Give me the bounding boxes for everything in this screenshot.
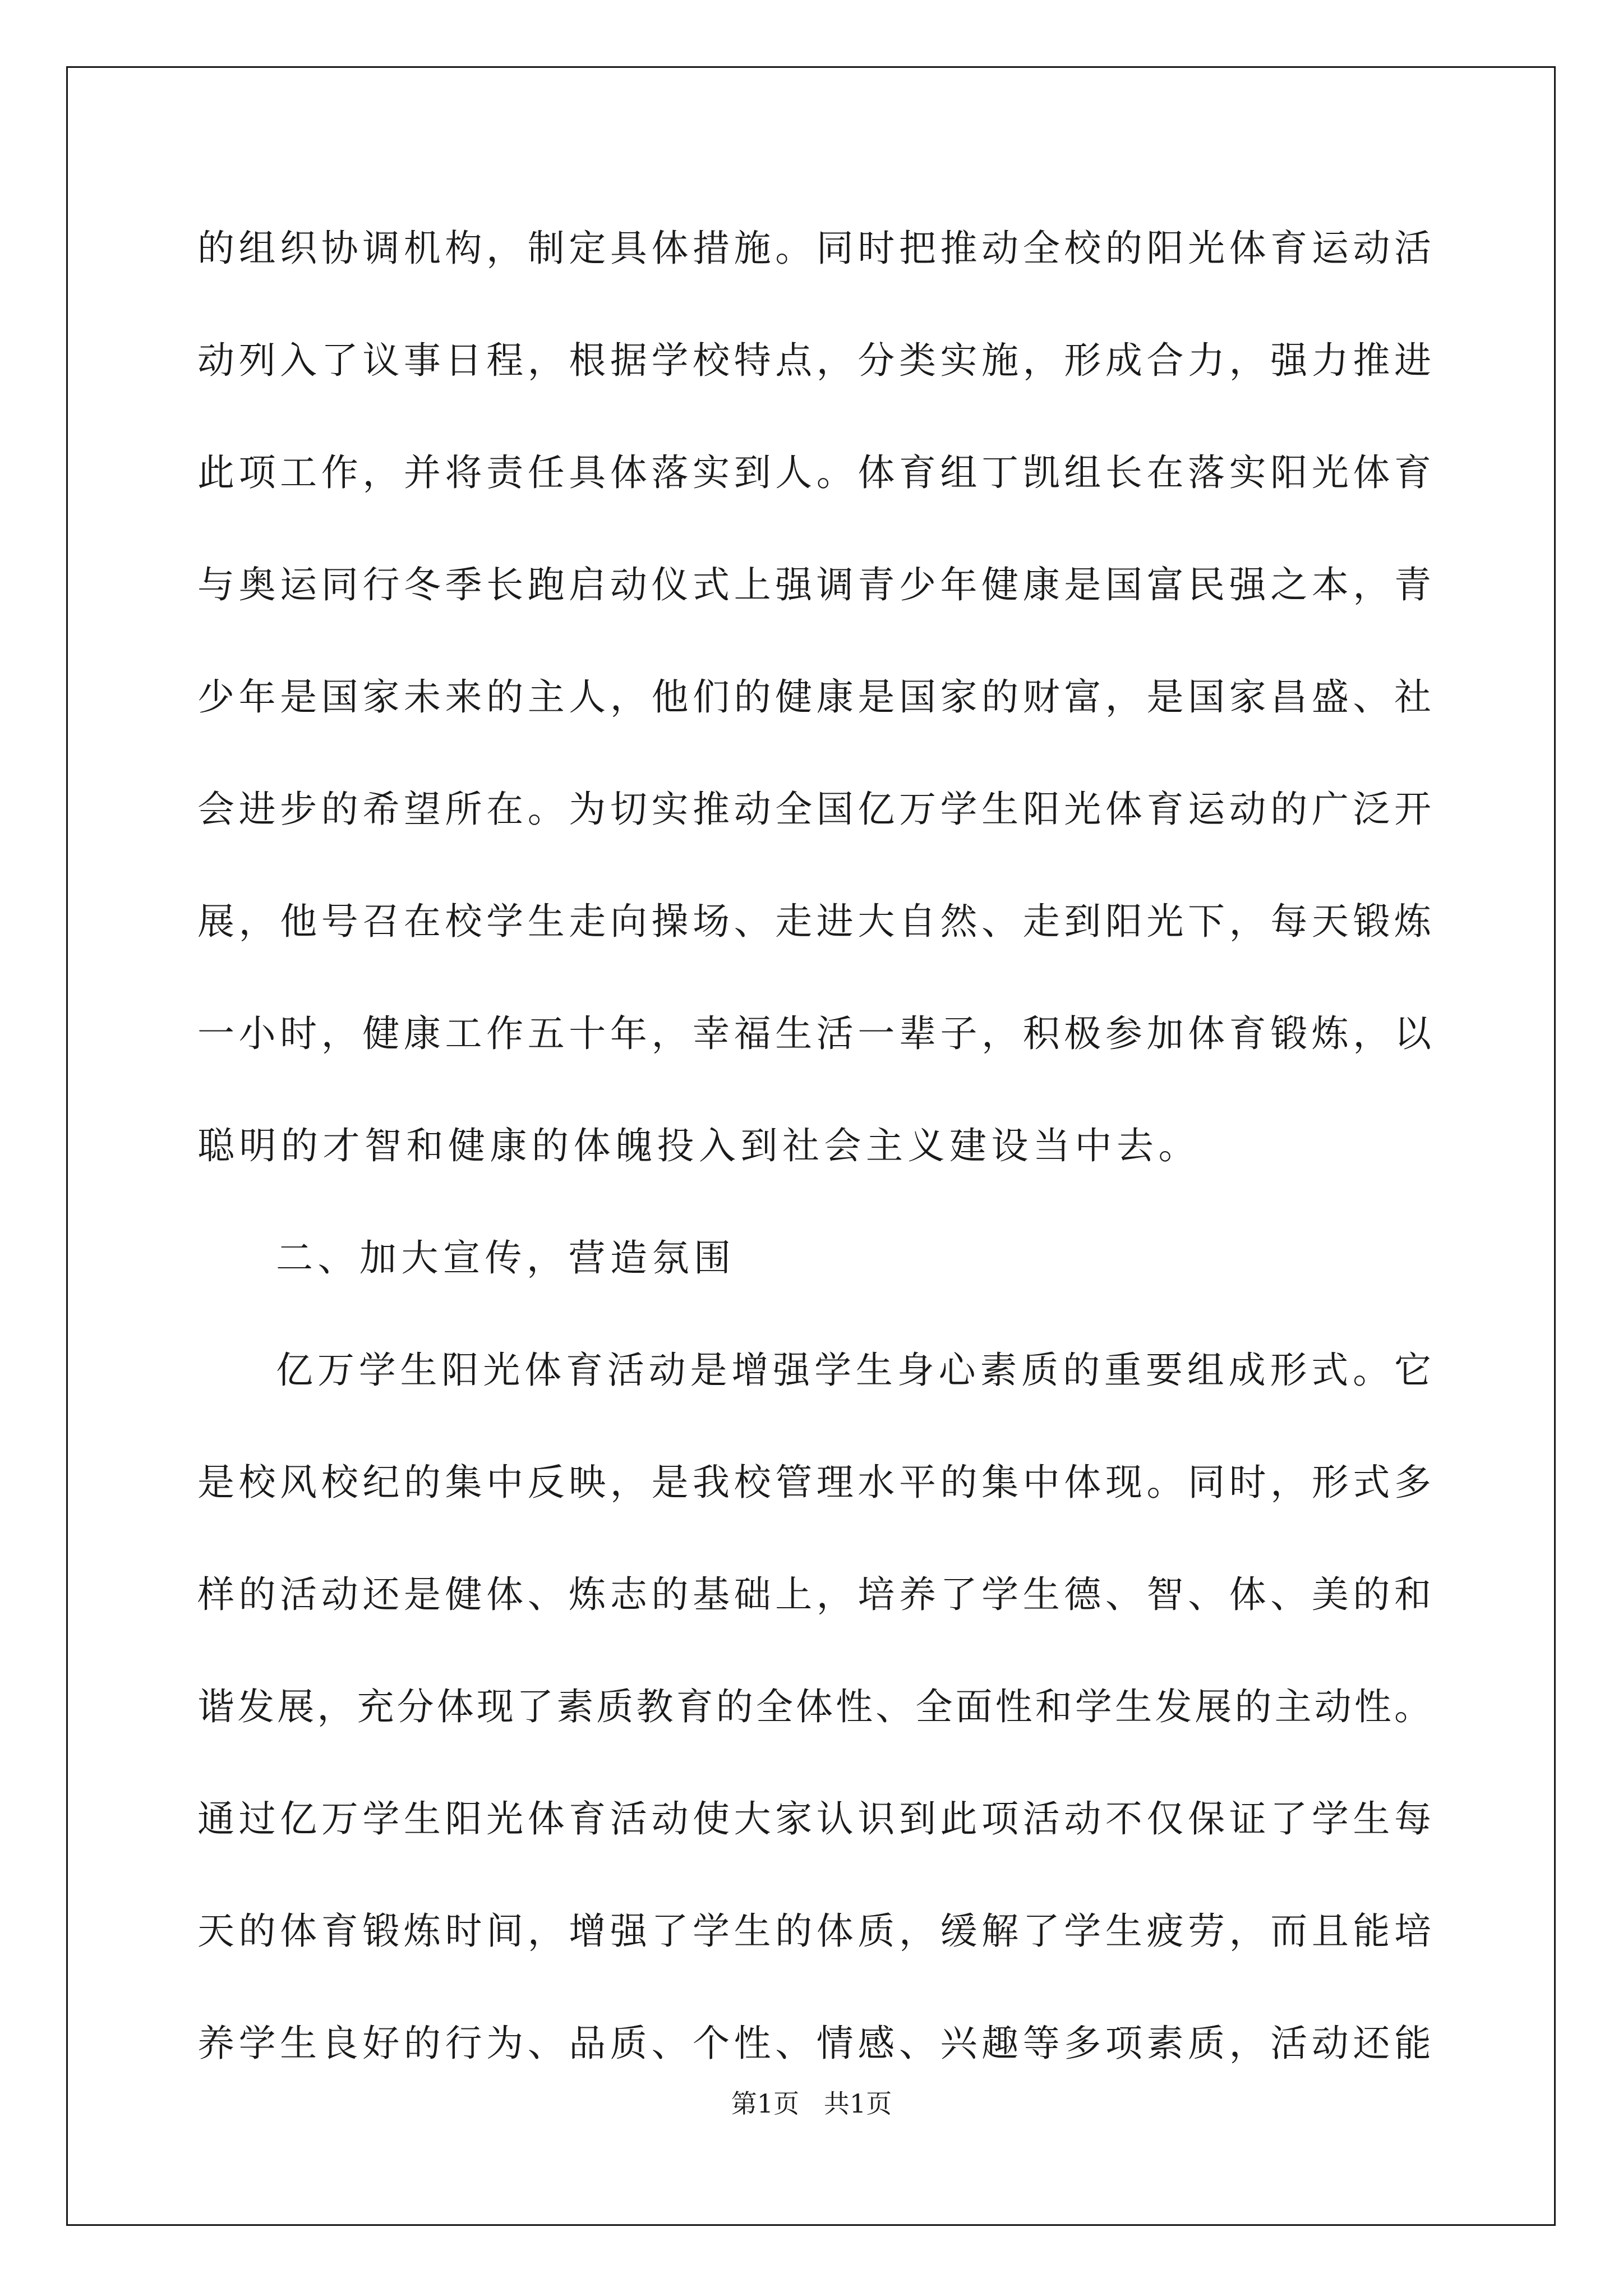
paragraph-line: 一小时，健康工作五十年，幸福生活一辈子，积极参加体育锻炼，以 <box>197 1012 1431 1055</box>
paragraph-line: 养学生良好的行为、品质、个性、情感、兴趣等多项素质，活动还能 <box>197 2022 1431 2065</box>
paragraph-line: 展，他号召在校学生走向操场、走进大自然、走到阳光下，每天锻炼 <box>197 900 1431 943</box>
paragraph-line: 天的体育锻炼时间，增强了学生的体质，缓解了学生疲劳，而且能培 <box>197 1910 1431 1953</box>
paragraph-line: 动列入了议事日程，根据学校特点，分类实施，形成合力，强力推进 <box>197 339 1431 382</box>
page-footer: 第1页 共1页 <box>731 2088 892 2119</box>
paragraph-line: 此项工作，并将责任具体落实到人。体育组丁凯组长在落实阳光体育 <box>197 451 1431 494</box>
section-heading: 二、加大宣传，营造氛围 <box>276 1236 736 1280</box>
paragraph-line: 亿万学生阳光体育活动是增强学生身心素质的重要组成形式。它 <box>276 1349 1431 1392</box>
paragraph-line: 谐发展，充分体现了素质教育的全体性、全面性和学生发展的主动性。 <box>197 1685 1431 1728</box>
paragraph-line: 样的活动还是健体、炼志的基础上，培养了学生德、智、体、美的和 <box>197 1573 1431 1616</box>
paragraph-line: 的组织协调机构，制定具体措施。同时把推动全校的阳光体育运动活 <box>197 227 1431 270</box>
paragraph-line: 少年是国家未来的主人，他们的健康是国家的财富，是国家昌盛、社 <box>197 675 1431 719</box>
paragraph-line: 与奥运同行冬季长跑启动仪式上强调青少年健康是国富民强之本，青 <box>197 563 1431 606</box>
paragraph-line: 是校风校纪的集中反映，是我校管理水平的集中体现。同时，形式多 <box>197 1461 1431 1504</box>
paragraph-line: 通过亿万学生阳光体育活动使大家认识到此项活动不仅保证了学生每 <box>197 1797 1431 1841</box>
paragraph-line: 聪明的才智和健康的体魄投入到社会主义建设当中去。 <box>197 1124 1200 1167</box>
paragraph-line: 会进步的希望所在。为切实推动全国亿万学生阳光体育运动的广泛开 <box>197 788 1431 831</box>
